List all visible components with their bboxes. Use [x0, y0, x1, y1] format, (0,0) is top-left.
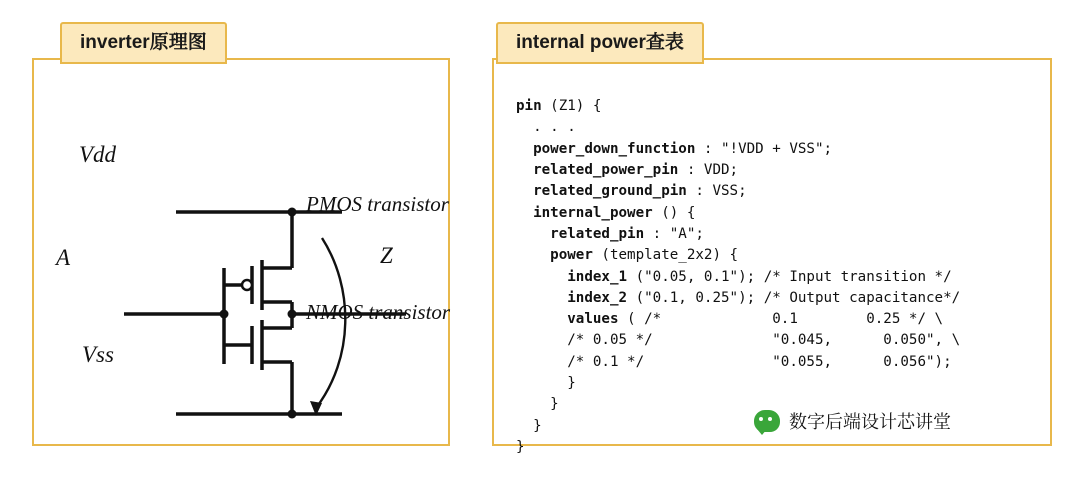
brand-text: 数字后端设计芯讲堂: [789, 412, 951, 432]
code-line: . . .: [516, 119, 576, 136]
code-line: internal_power () {: [533, 204, 696, 221]
code-line: /* 0.1 */ "0.055, 0.056");: [516, 353, 952, 370]
label-vdd: Vdd: [79, 142, 117, 167]
wechat-icon: [754, 410, 780, 432]
inverter-schematic-panel: [32, 58, 450, 446]
label-vss: Vss: [82, 342, 114, 367]
code-line: pin (Z1) {: [516, 98, 602, 115]
code-line: index_1 ("0.05, 0.1"); /* Input transition */: [567, 268, 952, 285]
label-nmos-transistor: NMOS transistor: [306, 300, 451, 324]
code-line: power_down_function : "!VDD + VSS";: [533, 140, 833, 157]
label-output-z: Z: [380, 243, 393, 268]
code-line: power (template_2x2) {: [550, 247, 739, 264]
code-line: index_2 ("0.1, 0.25"); /* Output capacitance*/: [567, 289, 961, 306]
left-panel-title: inverter原理图: [60, 22, 227, 64]
footer-brand: [754, 408, 951, 434]
code-line: }: [516, 438, 525, 455]
right-panel-title: internal power查表: [496, 22, 704, 64]
liberty-code-block: [516, 96, 1036, 458]
code-line: related_power_pin : VDD;: [533, 162, 739, 179]
code-line: values ( /* 0.1 0.25 */ \: [567, 311, 944, 328]
code-line: }: [516, 375, 576, 392]
code-line: related_pin : "A";: [550, 225, 704, 242]
code-line: /* 0.05 */ "0.045, 0.050", \: [516, 332, 961, 349]
label-input-a: A: [56, 245, 71, 270]
code-line: }: [516, 396, 559, 413]
code-line: related_ground_pin : VSS;: [533, 183, 747, 200]
label-pmos-transistor: PMOS transistor: [306, 192, 449, 216]
code-line: }: [516, 417, 542, 434]
